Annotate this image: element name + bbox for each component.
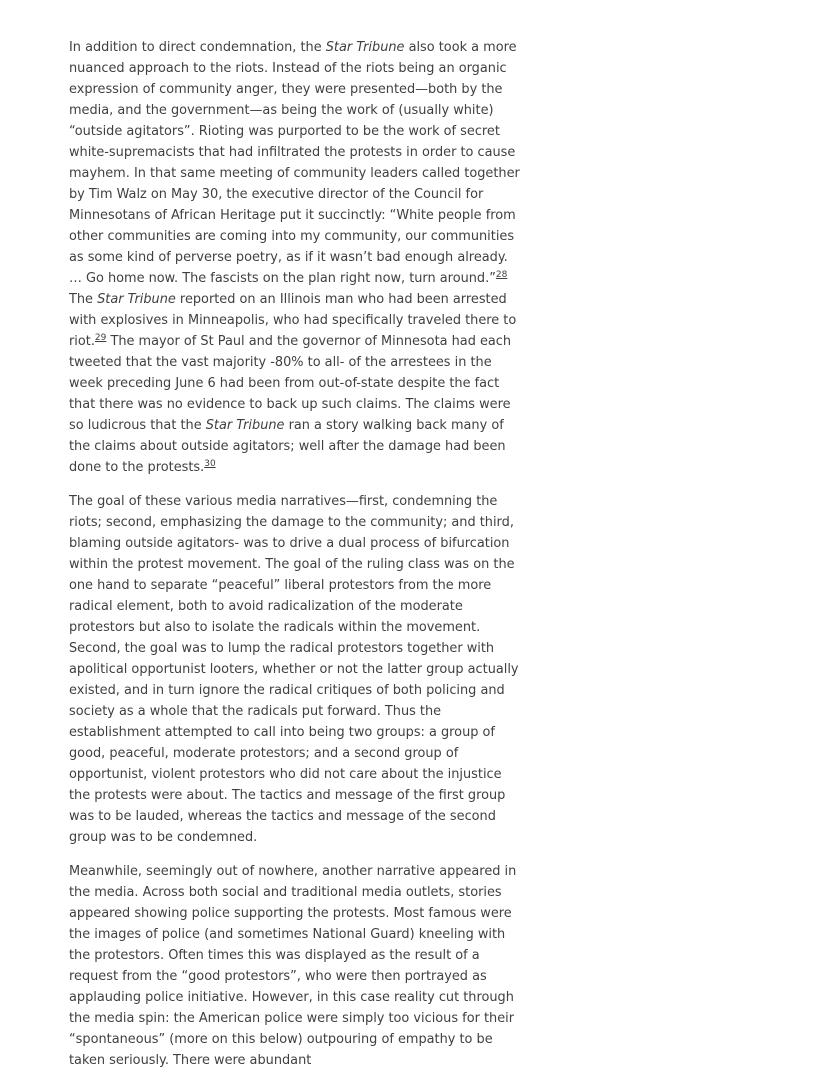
paragraph-text: The	[69, 292, 98, 307]
paragraph	[69, 491, 521, 848]
paragraph-text: reported on an Illinois man who had been arrested with explosives in Minneapolis, who had specifically traveled there to riot.	[69, 292, 517, 349]
footnote-link[interactable]: 29	[94, 333, 107, 343]
footnote-link[interactable]: 28	[495, 270, 508, 280]
paragraph-text: The mayor of St Paul and the governor of Minnesota had each tweeted that the vast majority -80% to all- of the arrestees in the week preceding June 6 had been from out-of-state despite the fact that there was no evidence to back up such claims. The claims were so ludicrous that the	[69, 334, 512, 433]
paragraph-text: The goal of these various media narratives—first, condemning the riots; second, emphasizing the damage to the community; and third, blaming outside agitators- was to drive a dual process of bifurcation within the protest movement. The goal of the ruling class was on the one hand to separate “peaceful” liberal protestors from the more radical element, both to avoid radicalization of the moderate protestors but also to isolate the radicals within the movement. Second, the goal was to lump the radical protestors together with apolitical opportunist looters, whether or not the latter group actually existed, and in turn ignore the radical critiques of both policing and society as a whole that the radicals put forward. Thus the establishment attempted to call into being two groups: a group of good, peaceful, moderate protestors; and a second group of opportunist, violent protestors who did not care about the injustice the protests were about. The tactics and message of the first group was to be lauded, whereas the tactics and message of the second group was to be condemned.	[69, 494, 519, 845]
footnote-link[interactable]: 30	[204, 459, 216, 469]
italic-text: Star Tribune	[97, 292, 176, 307]
paragraph-text: Meanwhile, seemingly out of nowhere, another narrative appeared in the media. Across both social and traditional media outlets, stories appeared showing police supporting the protests. Most famous were the images of police (and sometimes National Guard) kneeling with the protestors. Often times this was displayed as the result of a request from the “good protestors”, who were then portrayed as applauding police initiative. However, in this case reality cut through the media spin: the American police were simply too vicious for their “spontaneous” (more on this below) outpouring of empathy to be taken seriously. There were abundant	[69, 864, 517, 1068]
paragraph	[69, 861, 521, 1071]
italic-text: Star Tribune	[205, 418, 285, 433]
italic-text: Star Tribune	[325, 40, 405, 55]
paragraph	[69, 37, 521, 478]
paragraph-text: also took a more nuanced approach to the riots. Instead of the riots being an organic expression of community anger, they were presented—both by the media, and the government—as being the work of (usually white) “outside agitators”. Rioting was purported to be the work of secret white-supremacists that had infiltrated the protests in order to cause mayhem. In that same meeting of community leaders called together by Tim Walz on May 30, the executive director of the Council for Minnesotans of African Heritage put it succinctly: “White people from other communities are coming into my community, our communities as some kind of perverse poetry, as if it wasn’t bad enough already. … Go home now. The fascists on the plan right now, turn around.”	[69, 40, 520, 286]
document-page	[69, 37, 521, 1084]
paragraph-text: In addition to direct condemnation, the	[69, 40, 326, 55]
paragraph-text: ran a story walking back many of the claims about outside agitators; well after the damage had been done to the protests.	[69, 418, 506, 475]
